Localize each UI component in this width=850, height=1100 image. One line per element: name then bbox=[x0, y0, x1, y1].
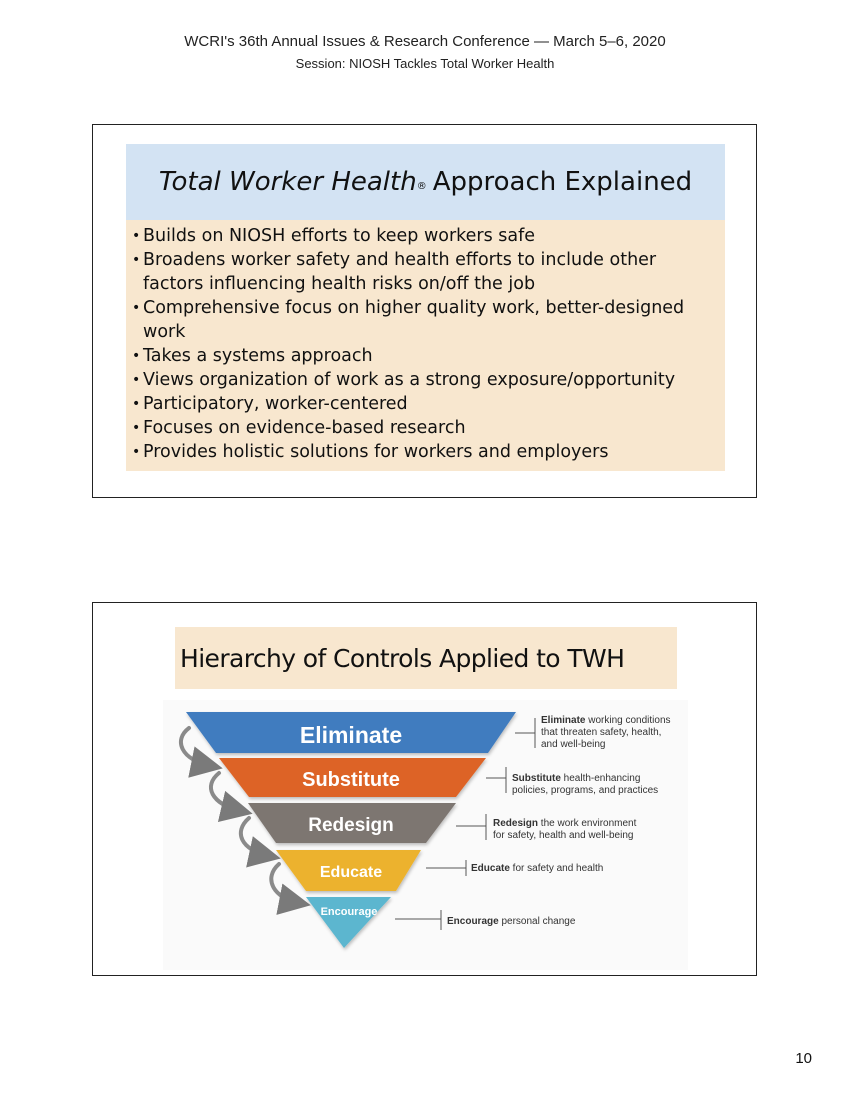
title-italic: Total Worker Health bbox=[158, 167, 417, 197]
desc-educate: Educate for safety and health bbox=[471, 863, 604, 874]
hierarchy-pyramid-figure bbox=[163, 700, 688, 970]
desc-substitute: Substitute health-enhancing bbox=[512, 773, 641, 784]
desc-redesign: Redesign the work environment bbox=[493, 818, 637, 829]
bullet-item: • Views organization of work as a strong exposure/opportunity bbox=[132, 368, 717, 392]
bullet-item: • Provides holistic solutions for workers and employers bbox=[132, 440, 717, 464]
svg-text:that threaten safety, health,: that threaten safety, health, bbox=[541, 727, 662, 738]
bullet-item: • Takes a systems approach bbox=[132, 344, 717, 368]
desc-eliminate: Eliminate working conditions bbox=[541, 715, 671, 726]
label-educate: Educate bbox=[319, 864, 383, 881]
bullet-item: • Focuses on evidence-based research bbox=[132, 416, 717, 440]
page-number: 10 bbox=[795, 1050, 812, 1067]
bullet-item: • Broadens worker safety and health efforts to include other factors influencing health risks on/off the job bbox=[132, 248, 717, 296]
svg-text:policies, programs, and practi: policies, programs, and practices bbox=[512, 785, 659, 796]
slide-title bbox=[126, 144, 725, 220]
svg-text:and well-being: and well-being bbox=[541, 739, 606, 750]
label-eliminate: Eliminate bbox=[299, 722, 403, 748]
desc-encourage: Encourage personal change bbox=[447, 916, 576, 927]
label-substitute: Substitute bbox=[302, 769, 400, 791]
label-encourage: Encourage bbox=[320, 906, 378, 918]
registered-mark: ® bbox=[416, 180, 427, 192]
slide-twh-approach bbox=[92, 124, 757, 498]
slide-title: Hierarchy of Controls Applied to TWH bbox=[175, 627, 677, 689]
label-redesign: Redesign bbox=[308, 815, 394, 836]
band-encourage bbox=[306, 897, 391, 948]
conference-header: WCRI's 36th Annual Issues & Research Conference — March 5–6, 2020 bbox=[184, 33, 666, 50]
session-header: Session: NIOSH Tackles Total Worker Health bbox=[295, 56, 555, 71]
svg-text:for safety, health and well-be: for safety, health and well-being bbox=[493, 830, 634, 841]
bullet-list-box bbox=[126, 220, 725, 471]
title-rest: Approach Explained bbox=[432, 167, 693, 197]
bullet-item: • Comprehensive focus on higher quality work, better-designed work bbox=[132, 296, 717, 344]
bullet-item: • Participatory, worker-centered bbox=[132, 392, 717, 416]
bullet-item: • Builds on NIOSH efforts to keep workers safe bbox=[132, 224, 717, 248]
slide-hierarchy-of-controls bbox=[92, 602, 757, 976]
